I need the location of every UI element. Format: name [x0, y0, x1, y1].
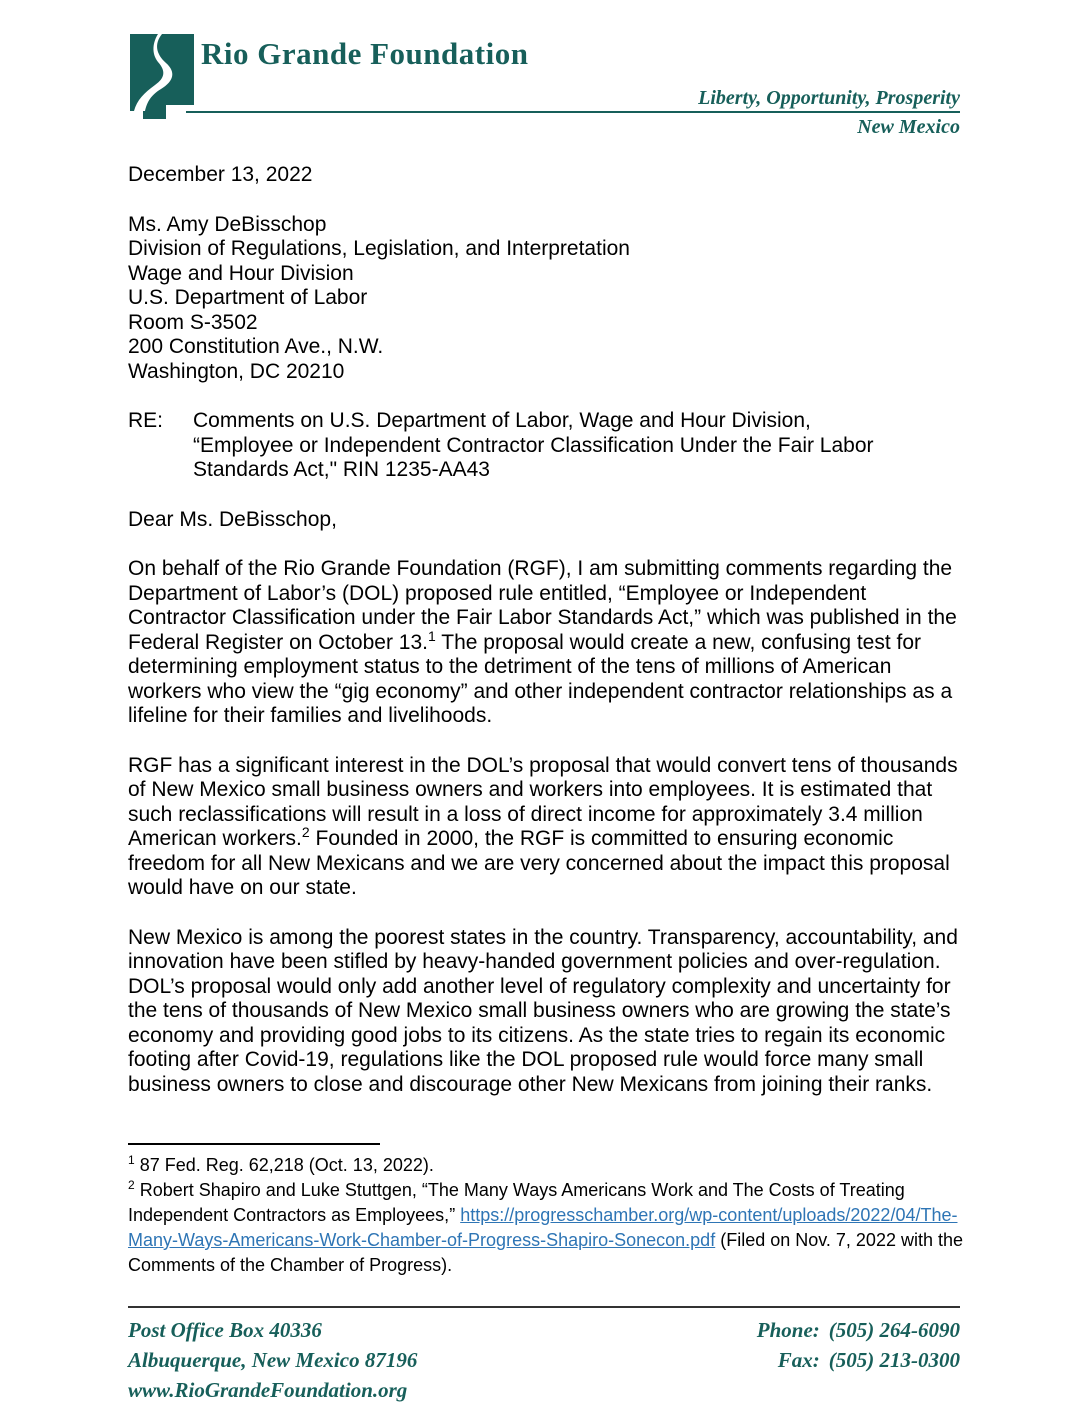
footnote-hyperlink[interactable]: https://progresschamber.org/wp-content/uploads/2022/04/The-Many-Ways-Americans-Work-Chamber-of-Progress-Shapiro-Sonecon.pdf [128, 1205, 958, 1250]
footer-phone-line [757, 1315, 960, 1345]
body-paragraph-1 [128, 557, 968, 729]
recipient-line: U.S. Department of Labor [128, 286, 368, 309]
recipient-line: Ms. Amy DeBisschop [128, 212, 327, 236]
footnote-text: 87 Fed. Reg. 62,218 (Oct. 13, 2022). [134, 1155, 434, 1175]
recipient-address-block [128, 213, 968, 385]
header-divider [186, 111, 960, 113]
letter-date: December 13, 2022 [128, 163, 313, 186]
recipient-line: Washington, DC 20210 [128, 359, 345, 383]
footer-divider [128, 1306, 960, 1308]
org-name: Rio Grande Foundation [201, 36, 529, 71]
org-region: New Mexico [857, 116, 960, 138]
recipient-line: Room S-3502 [128, 310, 258, 334]
footnote-divider [128, 1143, 380, 1145]
footer-address-line: Post Office Box 40336 [128, 1318, 322, 1342]
footer-fax-line [757, 1345, 960, 1375]
footnote-marker: 2 [128, 1178, 135, 1192]
recipient-line: Wage and Hour Division [128, 261, 354, 285]
fax-label: Fax: [777, 1348, 820, 1372]
recipient-line: Division of Regulations, Legislation, and Interpretation [128, 237, 630, 260]
paragraph-text: RGF has a significant interest in the DOL’s proposal that would convert tens of thousands of New Mexico small business owners and workers into employees. It is estimated that such reclassifications will result in a loss of direct income for approximately 3.4 million American workers. [128, 753, 958, 850]
footer-address-line: Albuquerque, New Mexico 87196 [128, 1348, 418, 1372]
paragraph-text: Founded in 2000, the RGF is committed to ensuring economic freedom for all New Mexicans and we are very concerned about the impact this proposal would have on our state. [128, 827, 950, 899]
footer-address-block [128, 1315, 417, 1405]
footer-website: www.RioGrandeFoundation.org [128, 1378, 408, 1402]
fax-number: (505) 213-0300 [828, 1348, 960, 1372]
letter-body [128, 163, 968, 1097]
paragraph-text: On behalf of the Rio Grande Foundation (RGF), I am submitting comments regarding the Department of Labor’s (DOL) proposed rule entitled, “Employee or Independent Contractor Classification under the Fair Labor Standards Act,” which was published in the Federal Register on October 13. [128, 557, 957, 654]
re-label: RE: [128, 409, 164, 432]
re-subject-block [128, 409, 968, 483]
org-tagline: Liberty, Opportunity, Prosperity [698, 87, 960, 109]
footnote-ref-1: 1 [428, 627, 436, 644]
phone-label: Phone: [756, 1318, 820, 1342]
salutation: Dear Ms. DeBisschop, [128, 507, 337, 531]
footnote-text: (Filed on Nov. 7, 2022 with the Comments of the Chamber of Progress). [128, 1230, 964, 1275]
footnotes-section [128, 1143, 968, 1278]
footnote-marker: 1 [128, 1153, 135, 1167]
phone-number: (505) 264-6090 [828, 1318, 960, 1342]
paragraph-text: New Mexico is among the poorest states in the country. Transparency, accountability, and innovation have been stifled by heavy-handed government policies and over-regulation. DOL’s proposal would only add another level of regulatory complexity and uncertainty for the tens of thousands of New Mexico small business owners who are growing the state’s economy and providing good jobs to its citizens. As the state tries to regain its economic footing after Covid-19, regulations like the DOL proposed rule would force many small business owners to close and discourage other New Mexicans from joining their ranks. [128, 925, 958, 1096]
letter-footer [128, 1306, 960, 1405]
footer-contact-block [757, 1315, 960, 1405]
body-paragraph-3 [128, 926, 968, 1098]
footnote-text: Robert Shapiro and Luke Stuttgen, “The Many Ways Americans Work and The Costs of Treating Independent Contractors as Employees,” [128, 1180, 905, 1225]
footnote-1 [128, 1153, 968, 1178]
body-paragraph-2 [128, 754, 968, 901]
footnote-ref-2: 2 [301, 824, 310, 840]
re-subject-text: Comments on U.S. Department of Labor, Wage and Hour Division, “Employee or Independent Contractor Classification Under the Fair Labor Standards Act," RIN 1235-AA43 [193, 409, 874, 481]
paragraph-text: The proposal would create a new, confusing test for determining employment status to the detriment of the tens of millions of American workers who view the “gig economy” and other independent contractor relationships as a lifeline for their families and livelihoods. [128, 630, 953, 727]
recipient-line: 200 Constitution Ave., N.W. [128, 335, 384, 358]
footnote-2 [128, 1178, 968, 1278]
